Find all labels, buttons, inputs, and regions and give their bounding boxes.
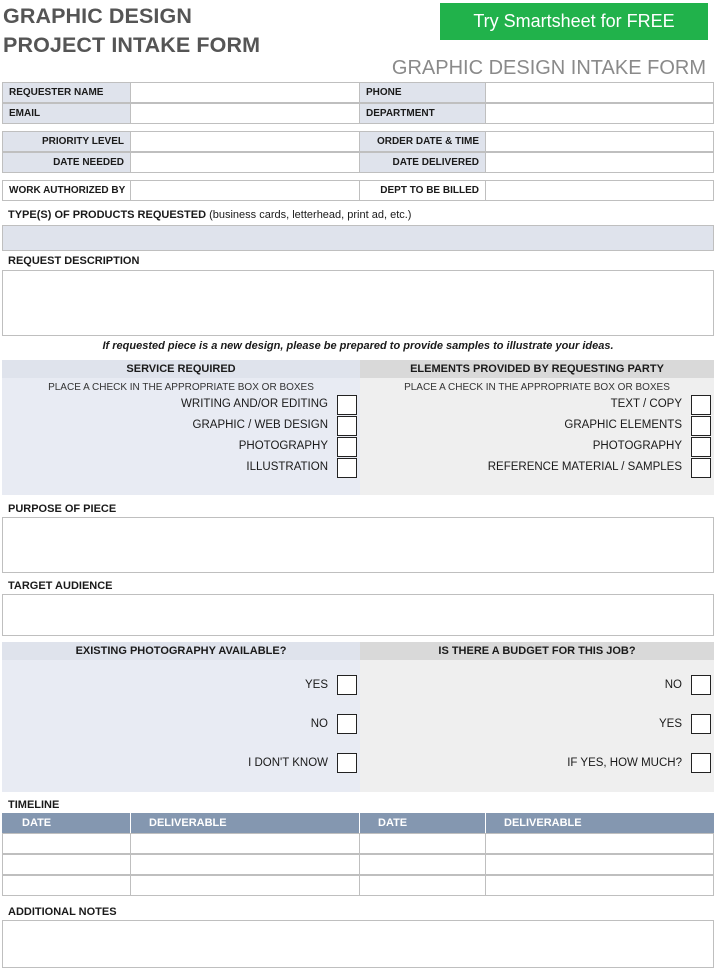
order-date-field[interactable]: [485, 131, 714, 152]
elements-text-checkbox[interactable]: [691, 395, 711, 415]
service-photography-checkbox[interactable]: [337, 437, 357, 457]
elements-option-photography: PHOTOGRAPHY: [592, 440, 682, 452]
date-delivered-field[interactable]: [485, 152, 714, 173]
budget-option-no: NO: [664, 679, 682, 691]
elements-provided-panel: [360, 378, 714, 495]
requester-name-field[interactable]: [130, 82, 360, 103]
service-writing-checkbox[interactable]: [337, 395, 357, 415]
elements-option-text: TEXT / COPY: [610, 398, 682, 410]
photography-option-yes: YES: [304, 679, 328, 691]
phone-field[interactable]: [485, 82, 714, 103]
page-title-line-2: PROJECT INTAKE FORM: [3, 33, 261, 57]
timeline-cell[interactable]: [485, 875, 714, 896]
target-audience-field[interactable]: [2, 594, 714, 636]
design-samples-note: If requested piece is a new design, please be prepared to provide samples to illustrate your ideas.: [102, 340, 614, 352]
timeline-cell[interactable]: [130, 875, 360, 896]
products-label-text: TYPE(S) OF PRODUCTS REQUESTED: [8, 209, 207, 221]
photography-option-no: NO: [310, 718, 328, 730]
dept-billed-field[interactable]: [485, 180, 714, 201]
service-option-illustration: ILLUSTRATION: [246, 461, 328, 473]
elements-provided-heading: ELEMENTS PROVIDED BY REQUESTING PARTY: [360, 360, 714, 378]
department-field[interactable]: [485, 103, 714, 124]
photography-heading: EXISTING PHOTOGRAPHY AVAILABLE?: [2, 642, 360, 660]
service-option-design: GRAPHIC / WEB DESIGN: [192, 419, 328, 431]
elements-graphics-checkbox[interactable]: [691, 416, 711, 436]
timeline-col-date-2: DATE: [360, 813, 485, 833]
email-field[interactable]: [130, 103, 360, 124]
products-hint: (business cards, letterhead, print ad, etc.): [209, 209, 412, 221]
budget-option-amount: IF YES, HOW MUCH?: [567, 757, 682, 769]
budget-heading: IS THERE A BUDGET FOR THIS JOB?: [360, 642, 714, 660]
service-option-photography: PHOTOGRAPHY: [238, 440, 328, 452]
service-required-heading: SERVICE REQUIRED: [2, 360, 360, 378]
date-delivered-label: DATE DELIVERED: [359, 152, 486, 173]
date-needed-label: DATE NEEDED: [2, 152, 131, 173]
try-smartsheet-button[interactable]: Try Smartsheet for FREE: [440, 3, 708, 40]
request-description-label: REQUEST DESCRIPTION: [8, 255, 140, 267]
page-title: [3, 2, 303, 60]
timeline-label: TIMELINE: [8, 799, 60, 811]
email-label: EMAIL: [2, 103, 131, 124]
page-title-line-1: GRAPHIC DESIGN: [3, 4, 192, 28]
elements-option-reference: REFERENCE MATERIAL / SAMPLES: [487, 461, 682, 473]
additional-notes-label: ADDITIONAL NOTES: [8, 906, 117, 918]
products-field[interactable]: [2, 225, 714, 251]
timeline-col-deliverable-2: DELIVERABLE: [486, 813, 714, 833]
service-design-checkbox[interactable]: [337, 416, 357, 436]
budget-no-checkbox[interactable]: [691, 675, 711, 695]
photography-unknown-checkbox[interactable]: [337, 753, 357, 773]
photography-option-unknown: I DON'T KNOW: [248, 757, 328, 769]
service-required-panel: [2, 378, 360, 495]
purpose-label: PURPOSE OF PIECE: [8, 503, 117, 515]
timeline-cell[interactable]: [2, 833, 131, 854]
target-audience-label: TARGET AUDIENCE: [8, 580, 113, 592]
elements-photography-checkbox[interactable]: [691, 437, 711, 457]
purpose-field[interactable]: [2, 517, 714, 573]
timeline-cell[interactable]: [359, 854, 486, 875]
products-label: [8, 209, 411, 221]
timeline-cell[interactable]: [2, 854, 131, 875]
request-description-field[interactable]: [2, 270, 714, 336]
priority-level-label: PRIORITY LEVEL: [2, 131, 131, 152]
timeline-cell[interactable]: [2, 875, 131, 896]
department-label: DEPARTMENT: [359, 103, 486, 124]
work-authorized-field[interactable]: [130, 180, 360, 201]
timeline-col-deliverable-1: DELIVERABLE: [131, 813, 359, 833]
work-authorized-label: WORK AUTHORIZED BY: [2, 180, 131, 201]
budget-option-yes: YES: [658, 718, 682, 730]
timeline-col-date-1: DATE: [2, 813, 130, 833]
form-subtitle: GRAPHIC DESIGN INTAKE FORM: [391, 57, 706, 79]
elements-hint: PLACE A CHECK IN THE APPROPRIATE BOX OR BOXES: [404, 382, 670, 393]
additional-notes-field[interactable]: [2, 920, 714, 968]
timeline-cell[interactable]: [359, 833, 486, 854]
dept-billed-label: DEPT TO BE BILLED: [359, 180, 486, 201]
order-date-label: ORDER DATE & TIME: [359, 131, 486, 152]
service-option-writing: WRITING AND/OR EDITING: [181, 398, 328, 410]
budget-yes-checkbox[interactable]: [691, 714, 711, 734]
timeline-cell[interactable]: [485, 833, 714, 854]
elements-option-graphics: GRAPHIC ELEMENTS: [564, 419, 682, 431]
service-illustration-checkbox[interactable]: [337, 458, 357, 478]
timeline-cell[interactable]: [485, 854, 714, 875]
requester-name-label: REQUESTER NAME: [2, 82, 131, 103]
timeline-cell[interactable]: [359, 875, 486, 896]
priority-level-field[interactable]: [130, 131, 360, 152]
timeline-cell[interactable]: [130, 854, 360, 875]
timeline-cell[interactable]: [130, 833, 360, 854]
budget-amount-checkbox[interactable]: [691, 753, 711, 773]
photography-no-checkbox[interactable]: [337, 714, 357, 734]
elements-reference-checkbox[interactable]: [691, 458, 711, 478]
date-needed-field[interactable]: [130, 152, 360, 173]
photography-yes-checkbox[interactable]: [337, 675, 357, 695]
service-hint: PLACE A CHECK IN THE APPROPRIATE BOX OR BOXES: [48, 382, 314, 393]
phone-label: PHONE: [359, 82, 486, 103]
